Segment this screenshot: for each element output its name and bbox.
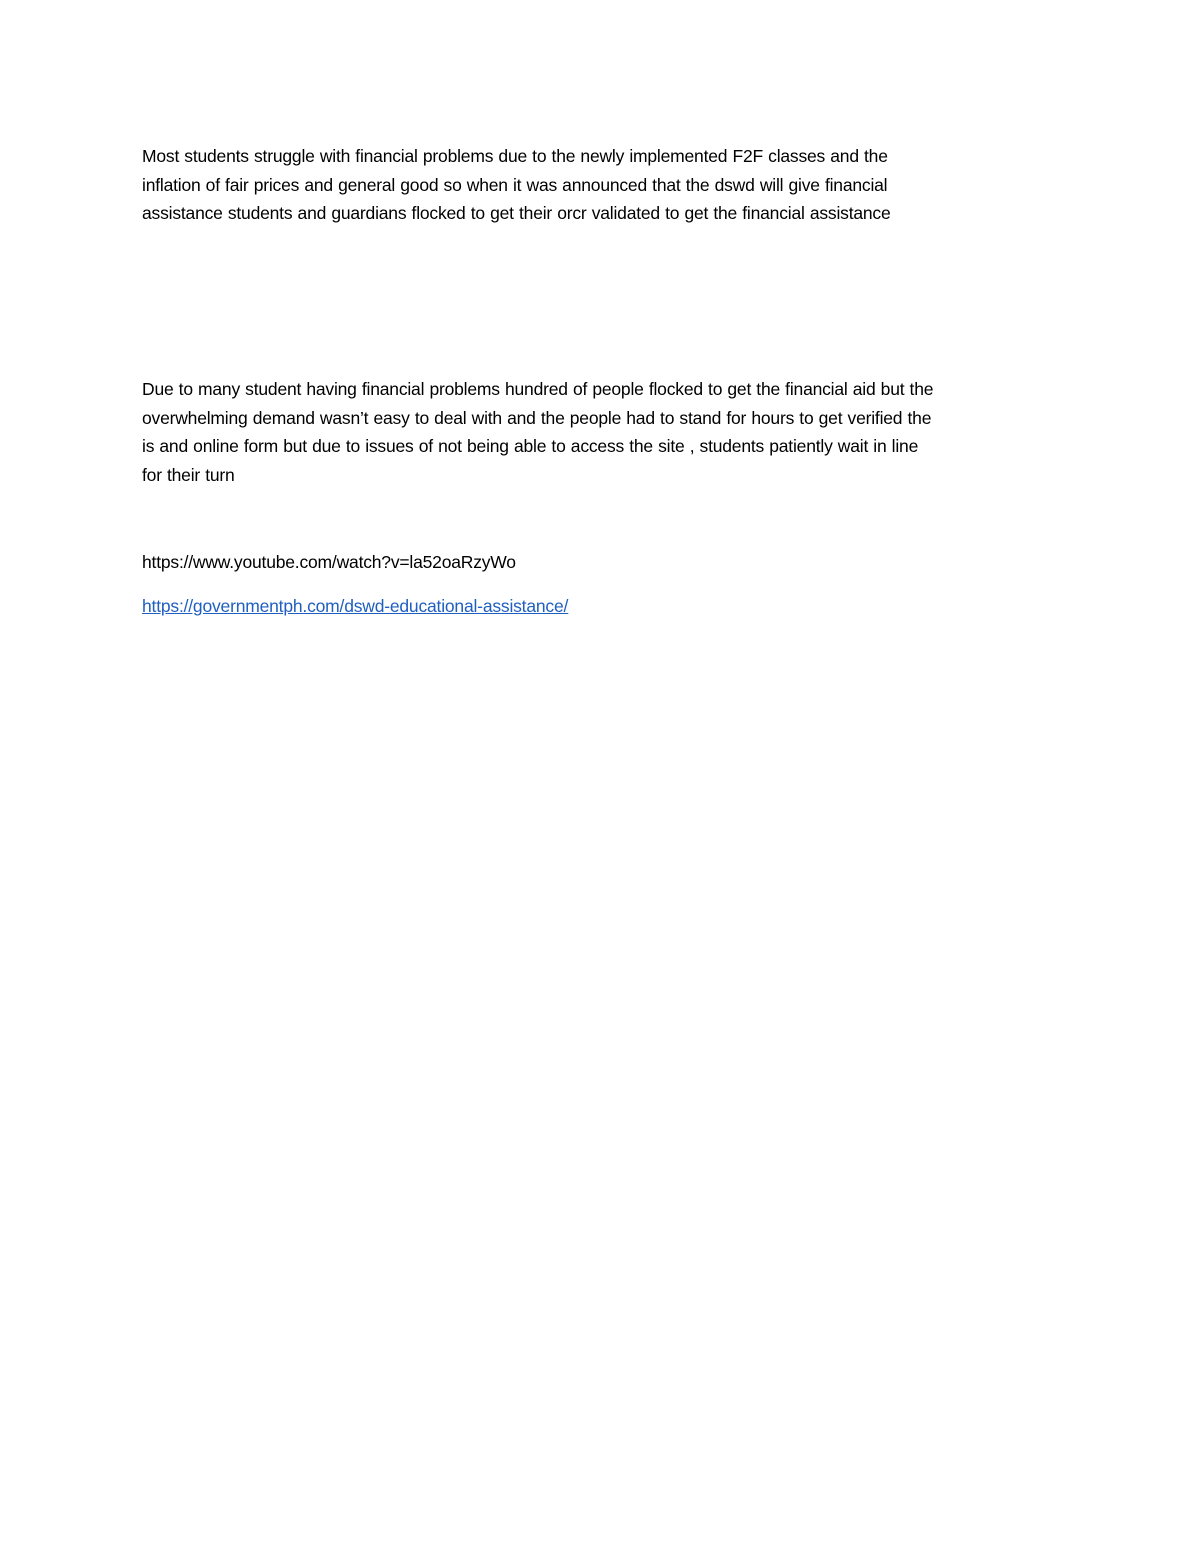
paragraph-line: Due to many student having financial problems hundred of people flocked to get the financial aid but the — [142, 379, 934, 399]
paragraph-line: inflation of fair prices and general good so when it was announced that the dswd will give financial — [142, 174, 888, 195]
paragraph-line: for their turn — [142, 464, 235, 485]
youtube-url: https://www.youtube.com/watch?v=la52oaRzyWo — [142, 552, 516, 572]
paragraph-line: Most students struggle with financial problems due to the newly implemented F2F classes and the — [142, 146, 888, 166]
paragraph-line: overwhelming demand wasn’t easy to deal with and the people had to stand for hours to get verified the — [142, 407, 932, 428]
paragraph-line: assistance students and guardians flocked to get their orcr validated to get the financial assistance — [142, 203, 891, 223]
paragraph-financial-aid-demand — [142, 375, 1072, 489]
paragraph-financial-problems — [142, 142, 1072, 228]
paragraph-line: is and online form but due to issues of not being able to access the site , students patiently wait in line — [142, 436, 919, 456]
youtube-url-text — [142, 548, 1072, 577]
governmentph-link-block — [142, 592, 1072, 621]
governmentph-hyperlink[interactable]: https://governmentph.com/dswd-educational-assistance/ — [142, 596, 569, 616]
